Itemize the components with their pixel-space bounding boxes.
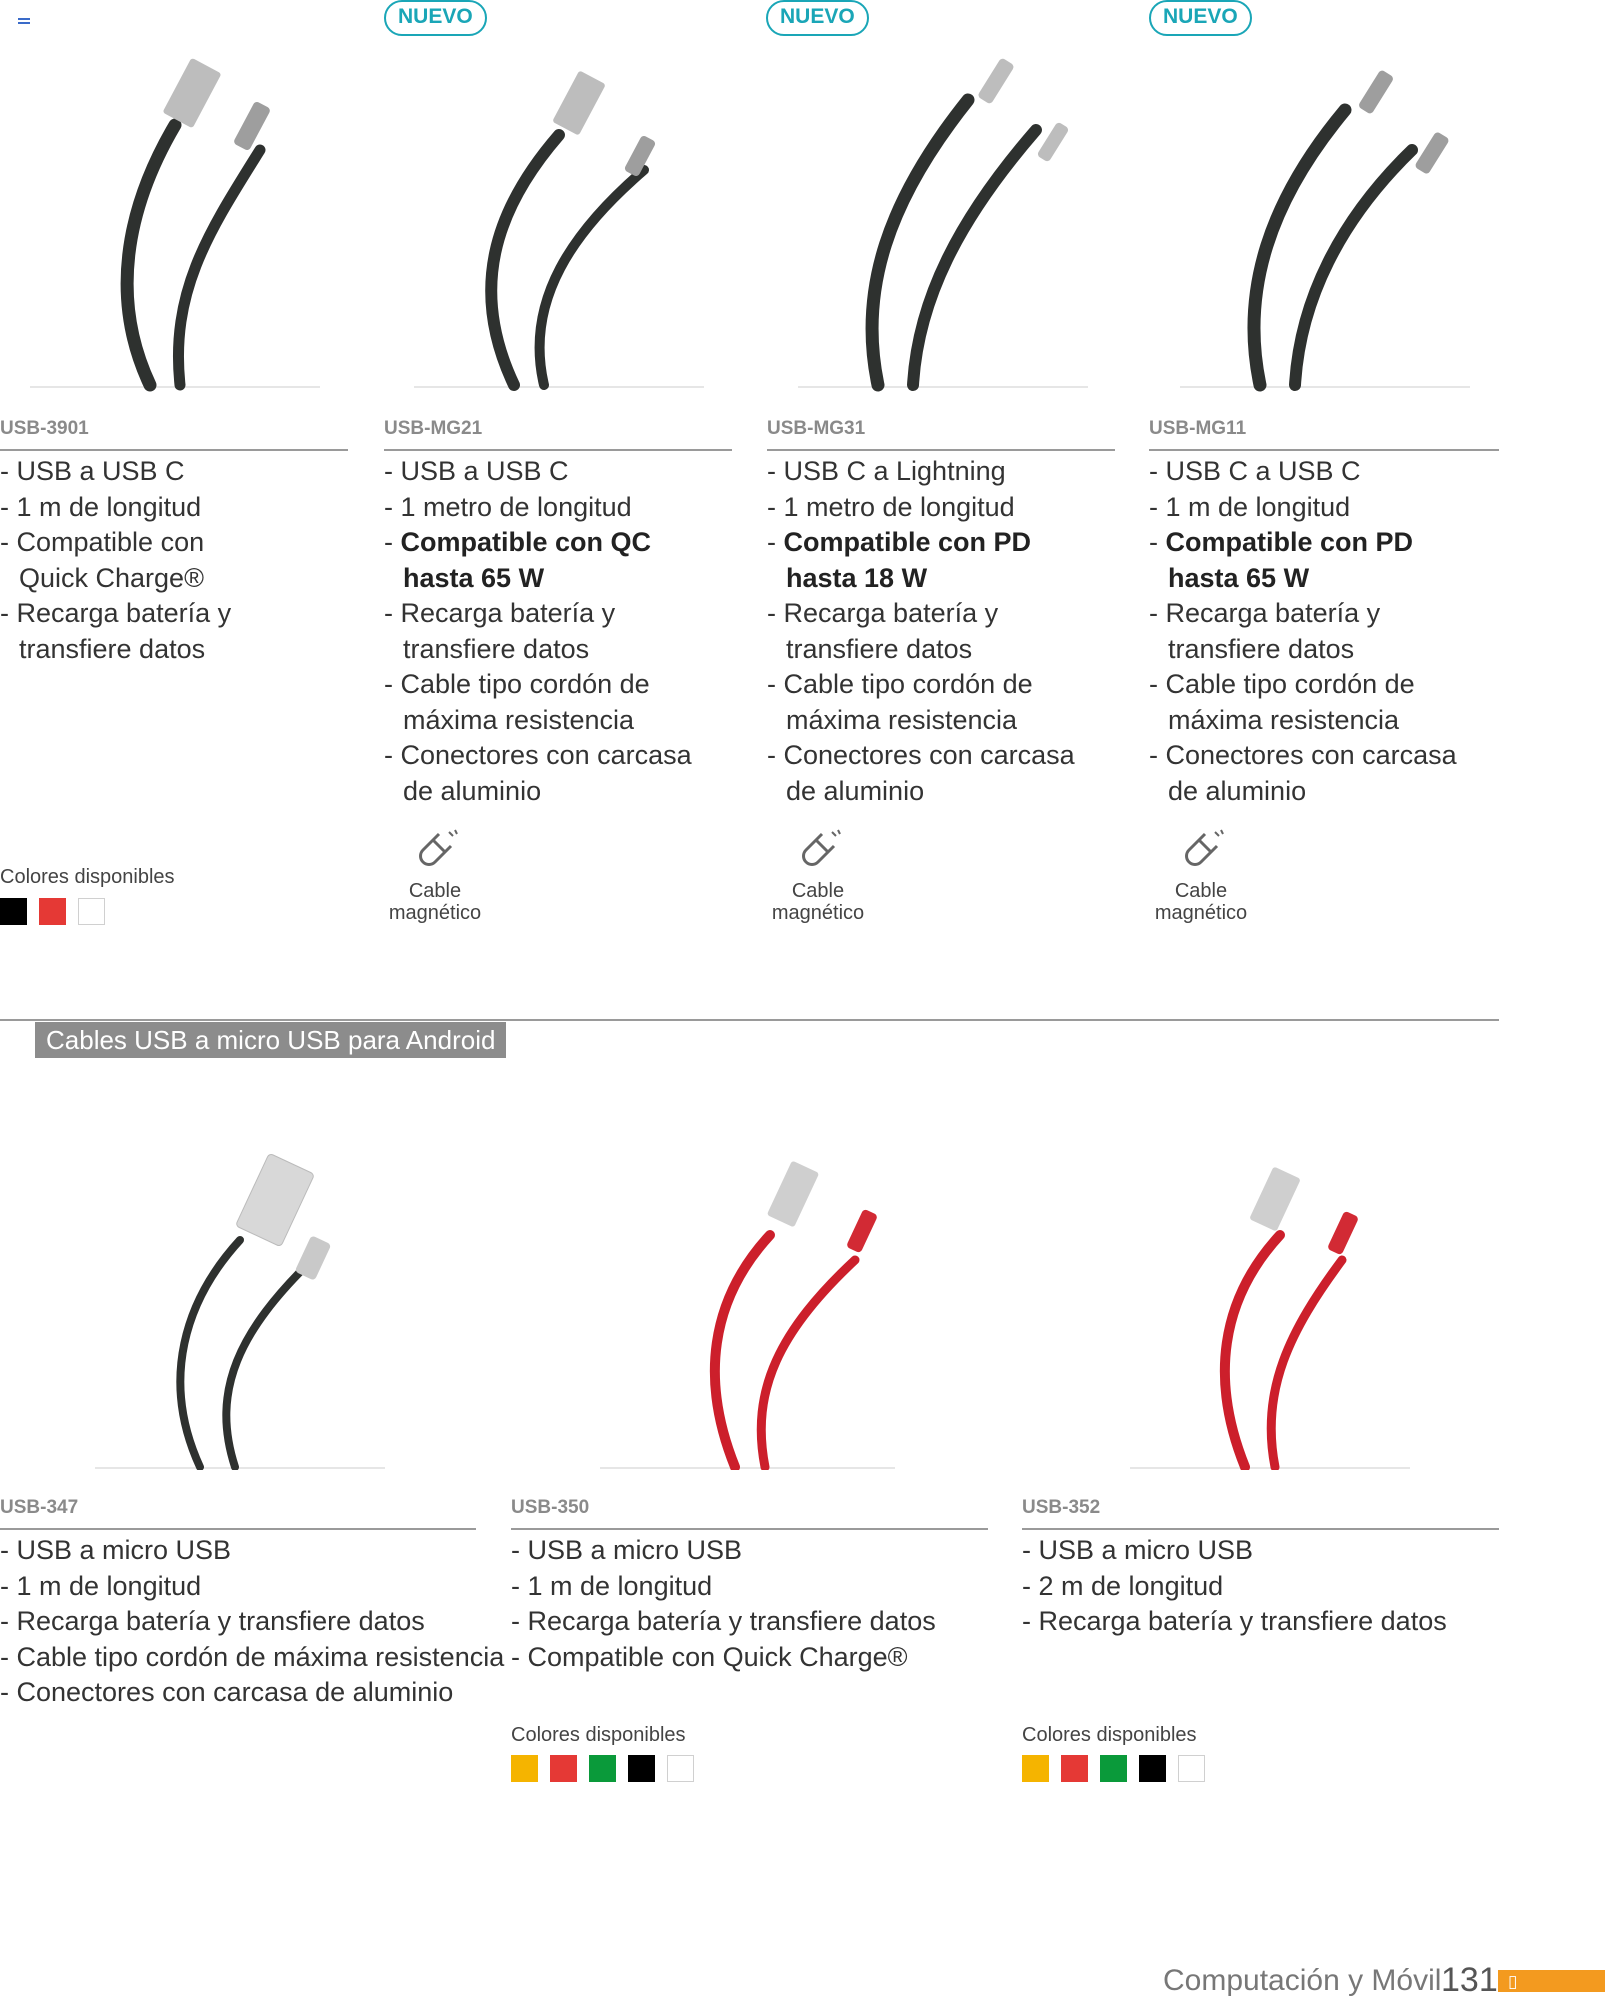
- spec-dash: -: [384, 527, 401, 557]
- spec-item: - USB a micro USB: [0, 1535, 232, 1565]
- divider: [1022, 1528, 1499, 1530]
- spec-list: [0, 1533, 504, 1711]
- spec-highlight: Compatible con PD: [1165, 527, 1414, 557]
- spec-item: - 2 m de longitud: [1022, 1570, 1224, 1601]
- feature-label: magnético: [771, 902, 865, 924]
- spec-item: - Recarga batería y: [384, 598, 616, 628]
- divider: [384, 449, 732, 451]
- new-badge: NUEVO: [766, 0, 869, 36]
- spec-item: - 1 m de longitud: [0, 1570, 202, 1601]
- feature-label: Cable: [1174, 880, 1228, 902]
- color-swatch-white: [78, 898, 105, 925]
- page-number: 131: [1441, 1961, 1498, 1999]
- spec-dash: -: [767, 527, 784, 557]
- spec-highlight: Compatible con QC: [400, 527, 652, 557]
- spec-item: - Recarga batería y: [0, 598, 232, 628]
- spec-list: [511, 1533, 936, 1675]
- divider: [767, 449, 1115, 451]
- color-swatch-red: [1061, 1755, 1088, 1782]
- spec-item: [767, 525, 1075, 561]
- color-swatch-black: [628, 1755, 655, 1782]
- new-badge: NUEVO: [384, 0, 487, 36]
- footer-section: Computación y Móvil: [1163, 1964, 1442, 1997]
- product-code: USB-MG21: [384, 418, 483, 439]
- spec-item: transfiere datos: [786, 633, 973, 664]
- spec-item: - Compatible con Quick Charge®: [511, 1641, 908, 1672]
- product-image: [30, 40, 330, 400]
- product-image: [414, 40, 714, 400]
- spec-item: - 1 m de longitud: [511, 1570, 713, 1601]
- spec-item: - Conectores con carcasa: [384, 740, 692, 770]
- spec-item: - USB a micro USB: [511, 1535, 743, 1565]
- spec-item: - USB a USB C: [0, 456, 185, 486]
- spec-item: - 1 metro de longitud: [384, 491, 632, 522]
- product-image: [798, 40, 1098, 400]
- spec-item: - Cable tipo cordón de: [767, 669, 1033, 699]
- spec-item: transfiere datos: [19, 633, 206, 664]
- colors-label: Colores disponibles: [1022, 1724, 1197, 1746]
- spec-item: máxima resistencia: [786, 704, 1018, 735]
- feature-label: Cable: [791, 880, 845, 902]
- spec-item: - Conectores con carcasa de aluminio: [0, 1677, 454, 1707]
- color-swatch-yellow: [511, 1755, 538, 1782]
- divider: [0, 1528, 476, 1530]
- colors-label: Colores disponibles: [511, 1724, 686, 1746]
- spec-item: de aluminio: [403, 775, 542, 806]
- spec-highlight: hasta 65 W: [403, 562, 545, 593]
- product-image: [1180, 40, 1480, 400]
- spec-list: [1149, 454, 1457, 809]
- color-swatch-black: [1139, 1755, 1166, 1782]
- product-code: USB-350: [511, 1497, 590, 1518]
- spec-item: - 1 m de longitud: [1149, 491, 1351, 522]
- spec-highlight: hasta 18 W: [786, 562, 928, 593]
- product-code: USB-MG11: [1149, 418, 1247, 439]
- spec-item: de aluminio: [1168, 775, 1307, 806]
- spec-item: - Cable tipo cordón de: [1149, 669, 1415, 699]
- spec-item: - Conectores con carcasa: [1149, 740, 1457, 770]
- magnet-icon: [792, 828, 844, 874]
- spec-item: - USB C a USB C: [1149, 456, 1361, 486]
- feature-label: magnético: [388, 902, 482, 924]
- mouse-icon: ▯: [1508, 1972, 1518, 1991]
- color-swatch-red: [39, 898, 66, 925]
- spec-item: - USB C a Lightning: [767, 456, 1006, 486]
- colors-label: Colores disponibles: [0, 866, 175, 888]
- divider: [1149, 449, 1499, 451]
- feature-magnetic: [380, 828, 490, 924]
- spec-item: - Cable tipo cordón de: [384, 669, 650, 699]
- spec-highlight: Compatible con PD: [783, 527, 1032, 557]
- spec-item: - Recarga batería y transfiere datos: [1022, 1606, 1447, 1636]
- color-swatch-white: [667, 1755, 694, 1782]
- spec-list: [767, 454, 1075, 809]
- spec-item: [1149, 525, 1457, 561]
- color-swatch-white: [1178, 1755, 1205, 1782]
- feature-label: Cable: [408, 880, 462, 902]
- color-swatch-green: [589, 1755, 616, 1782]
- feature-label: magnético: [1154, 902, 1248, 924]
- spec-highlight: hasta 65 W: [1168, 562, 1310, 593]
- spec-item: de aluminio: [786, 775, 925, 806]
- spec-item: - USB a micro USB: [1022, 1535, 1254, 1565]
- spec-item: - Compatible con: [0, 527, 205, 557]
- feature-magnetic: [1146, 828, 1256, 924]
- spec-item: transfiere datos: [1168, 633, 1355, 664]
- divider: [511, 1528, 988, 1530]
- spec-item: - Conectores con carcasa: [767, 740, 1075, 770]
- magnet-icon: [1175, 828, 1227, 874]
- product-code: USB-3901: [0, 418, 89, 439]
- section-divider: [0, 1019, 1499, 1021]
- section-title: Cables USB a micro USB para Android: [35, 1022, 506, 1058]
- spec-list: [1022, 1533, 1447, 1640]
- product-code: USB-347: [0, 1497, 79, 1518]
- spec-item: - Recarga batería y: [1149, 598, 1381, 628]
- product-image: [1110, 1150, 1410, 1475]
- product-code: USB-352: [1022, 1497, 1101, 1518]
- spec-item: - Recarga batería y: [767, 598, 999, 628]
- spec-item: - 1 metro de longitud: [767, 491, 1015, 522]
- feature-magnetic: [763, 828, 873, 924]
- color-swatch-green: [1100, 1755, 1127, 1782]
- spec-item: máxima resistencia: [1168, 704, 1400, 735]
- spec-item: máxima resistencia: [403, 704, 635, 735]
- new-badge: NUEVO: [1149, 0, 1252, 36]
- divider: [0, 449, 348, 451]
- product-image: [90, 1150, 390, 1475]
- menu-icon: [18, 18, 30, 26]
- spec-item: - Cable tipo cordón de máxima resistencia: [0, 1641, 505, 1672]
- spec-dash: -: [1149, 527, 1166, 557]
- spec-item: [384, 525, 692, 561]
- color-swatch-red: [550, 1755, 577, 1782]
- spec-item: Quick Charge®: [19, 562, 204, 593]
- spec-list: [0, 454, 231, 667]
- spec-item: transfiere datos: [403, 633, 590, 664]
- color-swatch-black: [0, 898, 27, 925]
- product-code: USB-MG31: [767, 418, 866, 439]
- color-swatch-yellow: [1022, 1755, 1049, 1782]
- spec-item: - 1 m de longitud: [0, 491, 202, 522]
- product-image: [600, 1150, 900, 1475]
- spec-item: - Recarga batería y transfiere datos: [511, 1606, 936, 1636]
- spec-item: - Recarga batería y transfiere datos: [0, 1606, 425, 1636]
- spec-list: [384, 454, 692, 809]
- spec-item: - USB a USB C: [384, 456, 569, 486]
- magnet-icon: [409, 828, 461, 874]
